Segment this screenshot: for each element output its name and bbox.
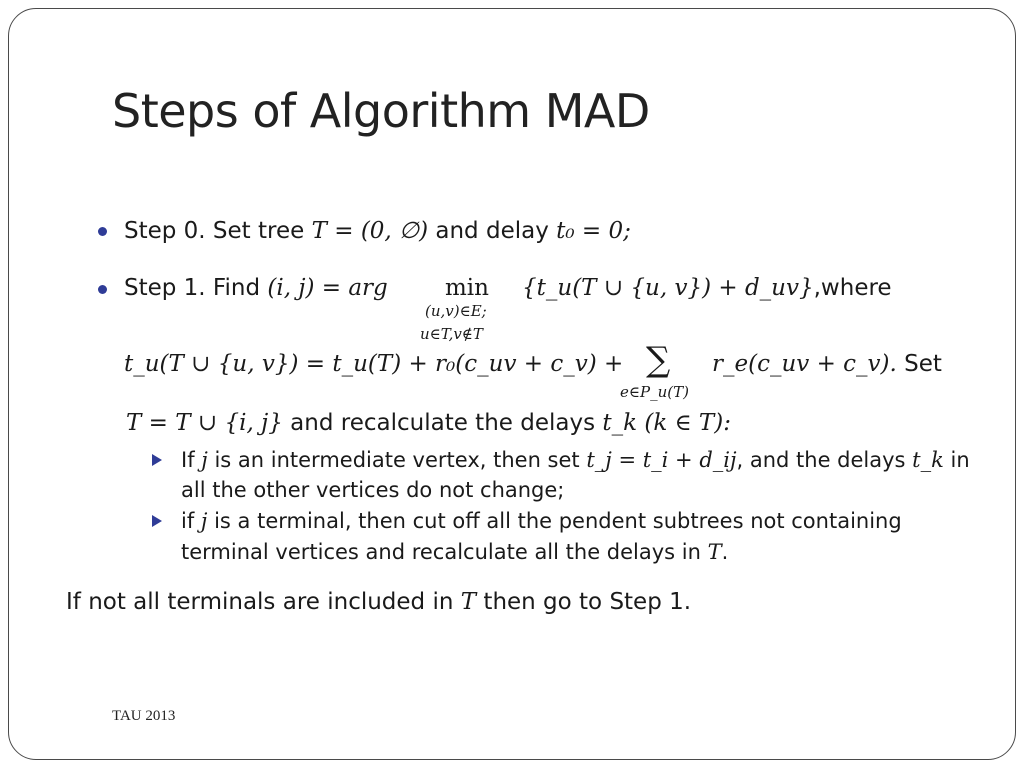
delay-equation-right: r_e(c_uv + c_v). [712,351,897,377]
subitem1-formula: t_j = t_i + d_ij [586,448,737,472]
conclusion-pre: If not all terminals are included in [66,589,461,615]
conclusion-line [66,591,691,614]
delay-equation-left: t_u(T ∪ {u, v}) = t_u(T) + r₀(c_uv + c_v) + [124,351,624,377]
min-subscript-1: (u,v)∈E; [425,302,487,320]
min-operator: min [445,275,489,301]
subitem2-post: is a terminal, then cut off all the pendent subtrees not containing [207,509,902,533]
subitem1-post: , and the delays [736,448,913,472]
footer-text: TAU 2013 [112,708,176,724]
step1-line [124,277,388,300]
subitem2-pre: if [181,509,201,533]
subitem2-line1 [181,511,902,532]
min-subscript-2: u∈T,v∉T [420,325,483,343]
step0-delay-formula: t₀ = 0; [556,218,631,244]
conclusion-T: T [460,589,477,615]
subitem2-line2 [181,542,728,563]
step0-mid: and delay [428,218,557,244]
sum-subscript: e∈P_u(T) [620,383,689,401]
subitem1-end: in [943,448,970,472]
subitem1-j: j [201,448,208,472]
subitem1-mid: is an intermediate vertex, then set [207,448,587,472]
subitem1-line2: all the other vertices do not change; [181,478,565,502]
delay-equation-right-line [712,353,942,376]
set-word: Set [896,351,942,377]
set-expression-line [522,277,892,300]
update-tail: t_k (k ∈ T): [602,410,731,436]
update-text: and recalculate the delays [282,410,603,436]
subitem2-j: j [200,509,208,533]
slide-title: Steps of Algorithm MAD [112,84,650,138]
subitem2-end: . [721,540,729,564]
step0-line [124,220,631,243]
set-expression: {t_u(T ∪ {u, v}) + d_uv} [522,275,814,301]
step0-text: Step 0. Set tree [124,218,312,244]
triangle-bullet [152,454,162,466]
bullet-dot [98,227,107,236]
subitem1-tk: t_k [912,448,944,472]
update-line [126,412,731,435]
conclusion-post: then go to Step 1. [476,589,692,615]
subitem2-line2-pre: terminal vertices and recalculate all the delays in [181,540,708,564]
subitem2-T: T [707,540,722,564]
step1-text: Step 1. Find [124,275,268,301]
step0-tree-formula: T = (0, ∅) [311,218,429,244]
subitem1-pre: If [181,448,202,472]
sum-symbol: ∑ [646,340,671,380]
triangle-bullet [152,515,162,527]
update-formula: T = T ∪ {i, j} [126,410,283,436]
where-word: ,where [813,275,892,301]
step1-ij-formula: (i, j) = arg [267,275,388,301]
bullet-dot [98,285,107,294]
subitem1-line1 [181,450,970,471]
